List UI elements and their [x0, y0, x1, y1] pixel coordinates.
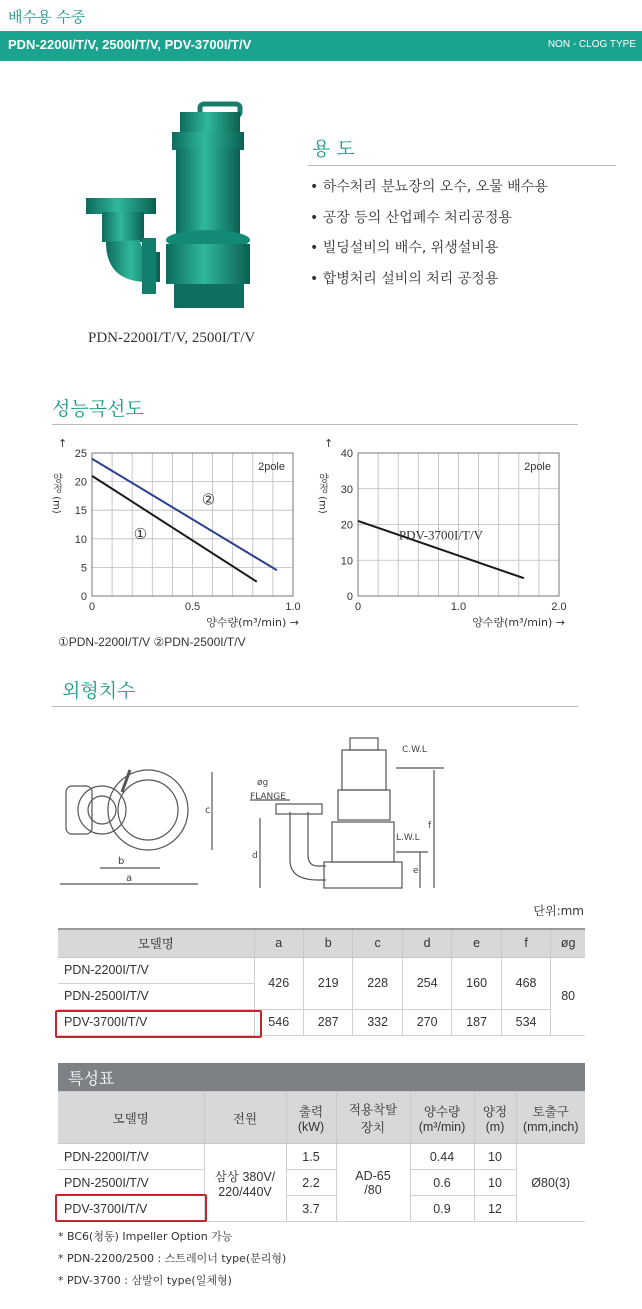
- series-label: ①: [133, 526, 148, 543]
- y-tick-label: 15: [74, 505, 87, 518]
- spec-th-outlet-unit: (mm,inch): [522, 1119, 579, 1134]
- spec-title: 특성표: [58, 1063, 585, 1091]
- dim-b-label: b: [118, 856, 125, 867]
- usage-item: • 하수처리 분뇨장의 오수, 오물 배수용: [310, 172, 548, 203]
- dim-model-cell: PDN-2500I/T/V: [58, 983, 254, 1009]
- dim-th-c: c: [353, 929, 402, 957]
- spec-head-cell: 10: [474, 1170, 516, 1196]
- x-axis-label: 양수량(m³/min) →: [472, 616, 565, 629]
- spec-head-cell: 10: [474, 1144, 516, 1170]
- lwl-label: L.W.L: [396, 833, 420, 843]
- cwl-label: C.W.L: [402, 745, 427, 755]
- y-tick-label: 40: [340, 448, 353, 460]
- spec-th-head-unit: (m): [485, 1119, 505, 1134]
- banner-type: NON - CLOG TYPE: [547, 39, 636, 50]
- x-tick-label: 2.0: [551, 601, 567, 613]
- banner-models: PDN-2200I/T/V, 2500I/T/V, PDV-3700I/T/V: [8, 37, 252, 52]
- unit-label: 단위:mm: [533, 904, 584, 918]
- dim-th-a: a: [254, 929, 303, 957]
- x-tick-label: 0.5: [184, 601, 201, 613]
- chart-annotation: 2pole: [524, 461, 551, 473]
- spec-th-head: [474, 1092, 516, 1144]
- note-item: * BC6(청동) Impeller Option 가능: [58, 1230, 233, 1243]
- dim-e-cell: 187: [452, 1009, 501, 1035]
- spec-device-line2: /80: [364, 1182, 382, 1197]
- dim-e-cell: 160: [452, 957, 501, 1009]
- y-tick-label: 30: [340, 483, 353, 496]
- dim-th-b: b: [303, 929, 352, 957]
- chart-annotation: 2pole: [258, 461, 285, 473]
- spec-output-cell: 3.7: [286, 1196, 336, 1222]
- highlight-box-dim: [55, 1010, 262, 1038]
- table-row: [58, 1144, 585, 1170]
- spec-th-flow: [410, 1092, 474, 1144]
- dim-f-cell: 534: [501, 1009, 550, 1035]
- x-tick-label: 0: [88, 601, 96, 613]
- dim-b-cell: 219: [303, 957, 352, 1009]
- spec-power-cell: [204, 1144, 286, 1222]
- category-title: 배수용 수중: [8, 8, 86, 26]
- flange-label: FLANGE: [250, 792, 286, 802]
- x-tick-label: 1.0: [450, 601, 467, 613]
- y-tick-label: 0: [80, 591, 87, 603]
- chart-legend: ①PDN-2200I/T/V ②PDN-2500I/T/V: [58, 635, 246, 649]
- spec-th-device-label2: 장치: [360, 1120, 386, 1135]
- spec-model-cell: PDV-3700I/T/V: [58, 1196, 204, 1222]
- highlight-box-spec: [55, 1194, 207, 1222]
- y-tick-label: 20: [340, 519, 353, 532]
- spec-power-line1: 삼상 380V/: [214, 1169, 276, 1184]
- y-tick-label: 20: [74, 476, 87, 489]
- performance-title: 성능곡선도: [52, 398, 144, 420]
- spec-header-row: [58, 1092, 585, 1144]
- y-axis-label: 양정 (m): [316, 473, 328, 514]
- y-axis-arrow: ↑: [324, 437, 334, 450]
- dim-th-g: øg: [551, 929, 585, 957]
- dim-c-cell: 228: [353, 957, 402, 1009]
- note-item: * PDN-2200/2500 : 스트레이너 type(분리형): [58, 1252, 287, 1265]
- spec-flow-cell: 0.9: [410, 1196, 474, 1222]
- dim-f-label: f: [428, 821, 432, 831]
- dim-c-cell: 332: [353, 1009, 402, 1035]
- y-tick-label: 0: [346, 591, 353, 603]
- dim-th-f: f: [501, 929, 550, 957]
- usage-item: • 공장 등의 산업폐수 처리공정용: [310, 203, 548, 234]
- spec-device-cell: [336, 1144, 410, 1222]
- plan-view: [60, 770, 212, 884]
- spec-device-line1: AD-65: [355, 1168, 391, 1183]
- dim-d-label: d: [252, 851, 258, 861]
- spec-th-outlet-label: 토출구: [532, 1104, 569, 1119]
- x-tick-label: 0: [354, 601, 362, 613]
- series-label: PDV-3700I/T/V: [398, 527, 483, 543]
- usage-title: 용 도: [312, 138, 355, 160]
- spec-th-flow-unit: (m³/min): [418, 1119, 466, 1134]
- x-tick-label: 1.0: [285, 601, 301, 613]
- spec-th-output-unit: (kW): [297, 1119, 325, 1134]
- spec-output-cell: 1.5: [286, 1144, 336, 1170]
- y-tick-label: 10: [340, 555, 353, 568]
- spec-th-head-label: 양정: [482, 1104, 508, 1119]
- dim-e-label: e: [413, 866, 419, 876]
- y-axis-label: 양정 (m): [50, 473, 62, 514]
- y-tick-label: 5: [80, 562, 87, 575]
- usage-item: • 합병처리 설비의 처리 공정용: [310, 264, 548, 295]
- usage-item: • 빌딩설비의 배수, 위생설비용: [310, 233, 548, 264]
- y-axis-arrow: ↑: [58, 437, 68, 450]
- dim-g-cell: 80: [551, 957, 585, 1035]
- series-label: ②: [201, 492, 216, 509]
- dim-f-cell: 468: [501, 957, 550, 1009]
- spec-head-cell: 12: [474, 1196, 516, 1222]
- dimensions-title: 외형치수: [62, 680, 136, 702]
- spec-outlet-cell: Ø80(3): [516, 1144, 585, 1222]
- dim-th-model: 모델명: [58, 929, 254, 957]
- x-axis-label: 양수량(m³/min) →: [206, 616, 299, 629]
- spec-th-output-label: 출력: [298, 1104, 324, 1119]
- spec-th-device-label: 적용착탈: [348, 1102, 398, 1117]
- dim-a-cell: 546: [254, 1009, 303, 1035]
- dim-b-cell: 287: [303, 1009, 352, 1035]
- pump-caption: PDN-2200I/T/V, 2500I/T/V: [88, 330, 256, 346]
- spec-th-model: 모델명: [58, 1092, 204, 1144]
- dim-d-cell: 270: [402, 1009, 451, 1035]
- dim-header-row: [58, 929, 585, 957]
- dim-a-cell: 426: [254, 957, 303, 1009]
- dim-d-cell: 254: [402, 957, 451, 1009]
- dim-g-label: øg: [257, 778, 269, 788]
- dim-model-cell: PDV-3700I/T/V: [58, 1009, 254, 1035]
- spec-th-device: [336, 1092, 410, 1144]
- spec-flow-cell: 0.44: [410, 1144, 474, 1170]
- spec-power-line2: 220/440V: [218, 1184, 272, 1199]
- y-tick-label: 25: [74, 448, 87, 460]
- dim-c-label: c: [205, 805, 211, 816]
- spec-output-cell: 2.2: [286, 1170, 336, 1196]
- dim-a-label: a: [126, 873, 133, 884]
- spec-th-output: [286, 1092, 336, 1144]
- table-row: [58, 1170, 585, 1196]
- spec-th-power: 전원: [204, 1092, 286, 1144]
- note-item: * PDV-3700 : 삼발이 type(일체형): [58, 1274, 232, 1287]
- notes: [58, 1226, 286, 1292]
- dim-th-d: d: [402, 929, 451, 957]
- spec-model-cell: PDN-2200I/T/V: [58, 1144, 204, 1170]
- dim-model-cell: PDN-2200I/T/V: [58, 957, 254, 983]
- dim-th-e: e: [452, 929, 501, 957]
- table-row: [58, 957, 585, 983]
- spec-model-cell: PDN-2500I/T/V: [58, 1170, 204, 1196]
- spec-th-outlet: [516, 1092, 585, 1144]
- y-tick-label: 10: [74, 533, 87, 546]
- spec-th-flow-label: 양수량: [423, 1104, 461, 1119]
- spec-flow-cell: 0.6: [410, 1170, 474, 1196]
